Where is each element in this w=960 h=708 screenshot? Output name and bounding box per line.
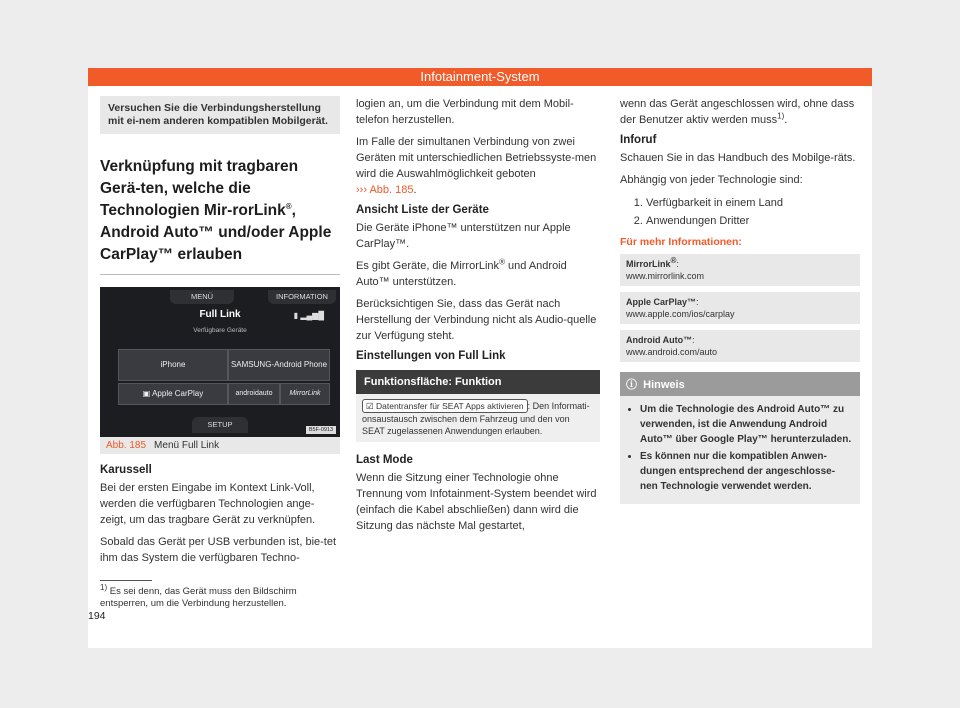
figure-number: Abb. 185 [106,440,147,451]
figure-caption-text: Menü Full Link [154,440,220,451]
list-item: 2. Anwendungen Dritter [646,212,860,230]
inforuf-heading: Inforuf [620,134,657,146]
section-heading [100,156,340,275]
chapter-header: Infotainment-System [88,68,872,86]
mirrorlink-text-a: Es gibt Geräte, die MirrorLink [356,260,500,272]
karussell-paragraph-1: Bei der ersten Eingabe im Kontext Link-Voll, werden die verfügbaren Technologien ange-zeigt, um das tragbare Gerät zu verknüpfen. [100,482,316,526]
footnote-text: Es sei denn, das Gerät muss den Bildschirm entsperren, um die Verbindung herzustellen. [100,586,297,609]
figure-caption [100,437,340,454]
hint-header [620,372,860,396]
data-transfer-label: Datentransfer für SEAT Apps aktivieren [375,401,524,411]
period: . [784,114,788,126]
signal-icon: ▮ ▂▄▆█ [293,311,324,320]
registered-mark: ® [499,257,505,267]
device-list-heading: Ansicht Liste der Geräte [356,204,489,216]
hint-item: • Es können nur die kompatiblen Anwen-dungen entsprechend der angeschlosse-nen Technologie verwendet werden. [640,449,852,494]
footnote-divider [100,580,152,581]
karussell-heading: Karussell [100,464,152,476]
screen-button-mirrorlink: MirrorLink [280,383,330,405]
paragraph-simultaneous [356,134,600,198]
colon: : [676,259,679,269]
screen-button-iphone: iPhone [118,349,228,381]
screen-button-carplay [118,383,228,405]
full-link-screenshot [100,287,340,437]
inforuf-paragraph: Schauen Sie in das Handbuch des Mobilge-räts. [620,152,856,164]
function-description: : Den Informati-onsaustausch zwischen dem Fahrzeug und den von SEAT zugelassenen Anwendungen erlauben. [362,401,590,436]
screen-button-androidauto: androidauto [228,383,280,405]
paragraph-continued: logien an, um die Verbindung mit dem Mobil-telefon herzustellen. [356,98,574,126]
more-info-heading: Für mehr Informationen: [620,236,742,248]
screen-tab-information: INFORMATION [268,290,336,304]
settings-heading: Einstellungen von Full Link [356,350,506,362]
info-url[interactable]: www.apple.com/ios/carplay [626,309,735,319]
paragraph-mirrorlink [356,258,600,290]
info-title: MirrorLink [626,259,671,269]
footnote [100,582,340,610]
colon: : [696,297,699,307]
column-left [100,96,340,572]
screen-subtitle: Verfügbare Geräte [193,327,247,334]
hint-list [620,396,860,504]
info-box-android-auto [620,330,860,362]
column-middle [356,96,600,540]
colon: : [692,335,695,345]
footnote-marker: 1) [100,582,108,592]
info-title: Android Auto™ [626,335,693,345]
paragraph-connected [620,96,860,128]
column-right [620,96,860,504]
figure-reference-link[interactable]: Abb. 185 [369,184,414,196]
info-box-carplay [620,292,860,324]
manual-page [88,68,872,648]
screen-tab-menu: MENÜ [170,290,234,304]
carplay-icon: ▣ [142,389,153,398]
heading-part1: Verknüpfung mit tragbaren Gerä-ten, welche die Technologien Mir-rorLink [100,158,299,219]
checkbox-icon: ☑ [366,401,376,411]
karussell-paragraph-2: Sobald das Gerät per USB verbunden ist, bie-tet ihm das System die verfügbaren Techno- [100,536,337,564]
registered-mark: ® [285,201,292,211]
page-number: 194 [88,610,106,622]
carplay-label: Apple CarPlay [152,389,204,398]
data-transfer-chip[interactable] [362,399,528,413]
hint-item: • Um die Technologie des Android Auto™ zu verwenden, ist die Anwendung Android Auto™ über Google Play™ herunterzuladen. [640,402,852,447]
reference-arrow: ››› [356,184,367,196]
screen-setup-tab: SETUP [192,417,248,433]
heading-part2: , Android Auto™ und/oder Apple CarPlay™ erlauben [100,202,332,263]
mirrorlink-text-b: und Android Auto™ unterstützen. [356,260,567,288]
paragraph-iphone: Die Geräte iPhone™ unterstützen nur Apple CarPlay™. [356,222,571,250]
screen-title: Full Link [199,309,241,320]
info-icon: ⓘ [626,379,644,391]
last-mode-heading: Last Mode [356,454,413,466]
last-mode-paragraph: Wenn die Sitzung einer Technologie ohne Trennung vom Infotainment-System beendet wird (einfach die Kabel abschließen) dann wird die Sitzung das nächste Mal gestartet, [356,472,597,532]
simultaneous-text: Im Falle der simultanen Verbindung von zwei Geräten mit unterschiedlichen Betriebssyste-men wird die Auswahlmöglichkeit geboten [356,136,597,180]
info-title: Apple CarPlay™ [626,297,697,307]
info-url[interactable]: www.mirrorlink.com [626,271,705,281]
period: . [413,184,417,196]
registered-mark: ® [670,256,677,265]
connected-text: wenn das Gerät angeschlossen wird, ohne dass der Benutzer aktiv werden muss [620,98,855,126]
figure-code: B5F-0913 [306,426,336,434]
function-box-header: Funktionsfläche: Funktion [356,370,600,394]
hint-box [620,372,860,504]
info-url[interactable]: www.android.com/auto [626,347,718,357]
screen-button-samsung: SAMSUNG-Android Phone [228,349,330,381]
requirements-list [620,194,860,230]
depends-paragraph: Abhängig von jeder Technologie sind: [620,174,803,186]
note-box: Versuchen Sie die Verbindungsherstellung mit ei-nem anderen kompatiblen Mobilgerät. [100,96,340,134]
list-item: 1. Verfügbarkeit in einem Land [646,194,860,212]
footnote-ref: 1) [777,111,785,121]
function-box-content [356,394,600,442]
info-box-mirrorlink [620,254,860,286]
hint-title: Hinweis [643,379,685,391]
paragraph-audio-source: Berücksichtigen Sie, dass das Gerät nach Herstellung der Verbindung nicht als Audio-quelle zur Verfügung steht. [356,298,597,342]
